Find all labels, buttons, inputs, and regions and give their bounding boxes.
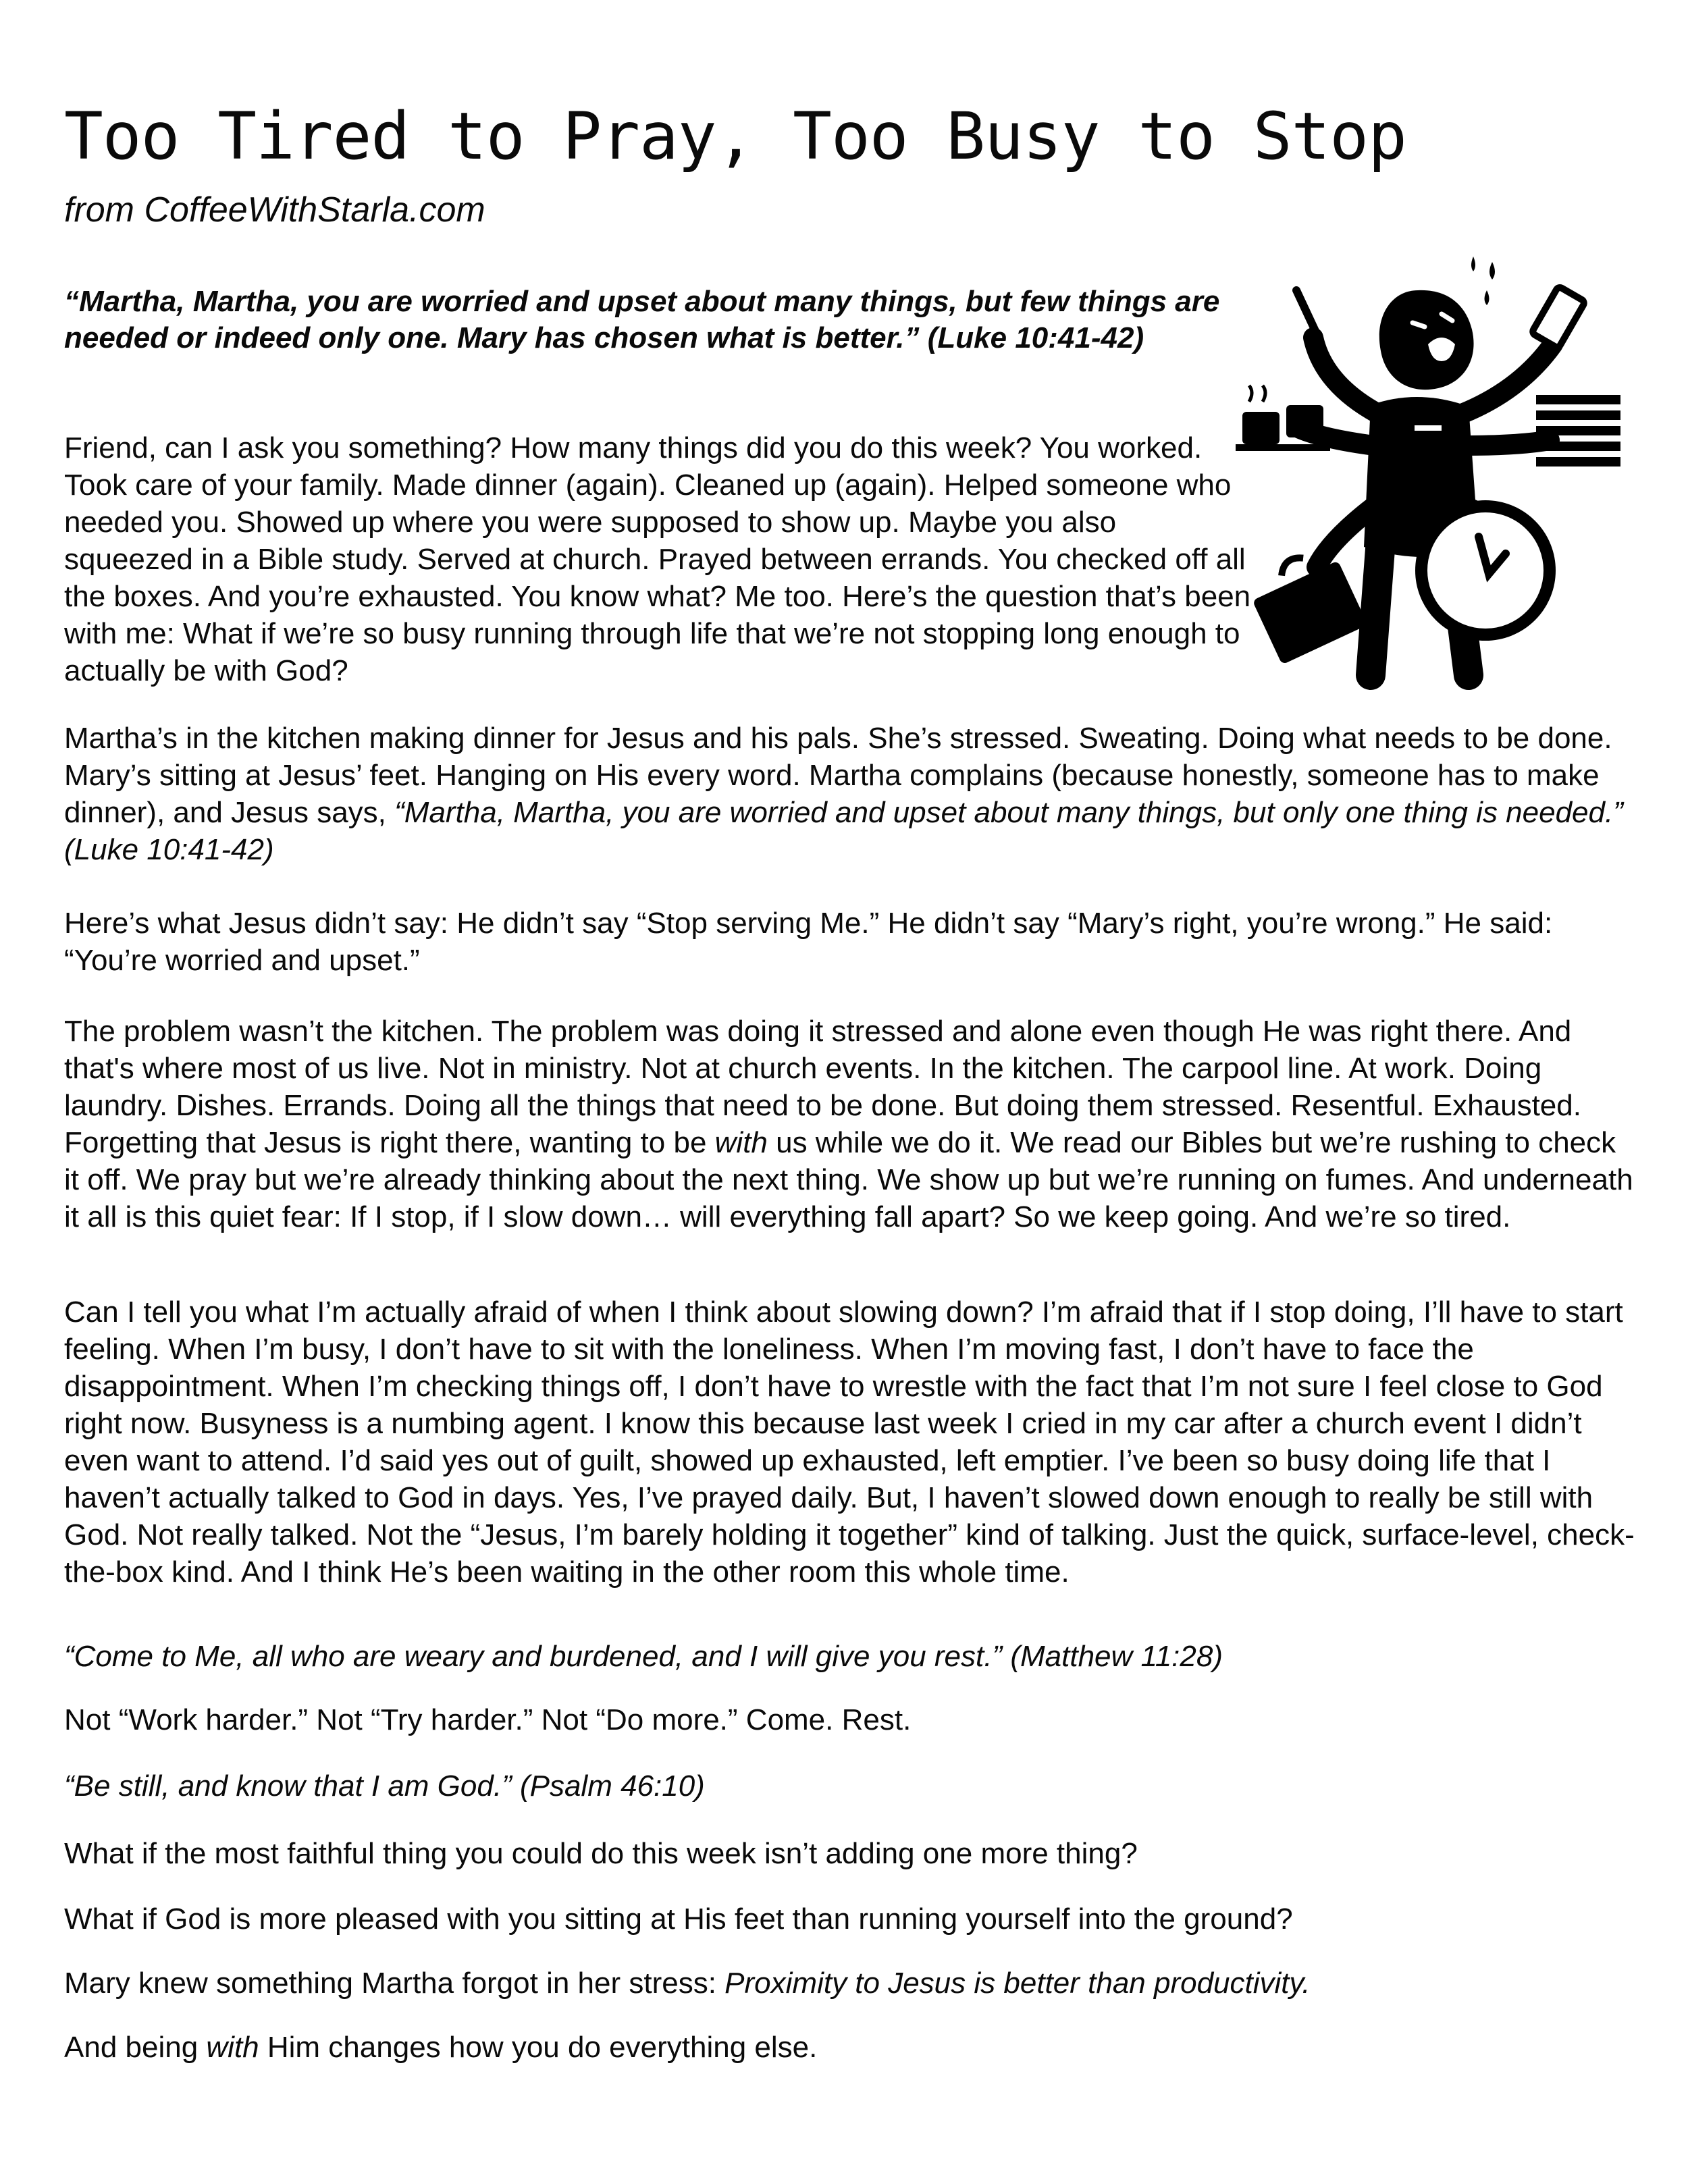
paragraph-martha-kitchen xyxy=(64,720,1637,868)
paragraph-closing xyxy=(64,2029,1637,2066)
source-byline: from CoffeeWithStarla.com xyxy=(64,190,485,230)
paragraph-text: Martha’s in the kitchen making dinner for Jesus and his pals. She’s stressed. Sweating. Doing what needs to be done. Mary’s sitting at Jesus’ feet. Hanging on His every word. Martha complains (because honestly, someone has to make dinner), and Jesus says, xyxy=(64,722,1612,829)
paragraph-afraid-of-slowing: Can I tell you what I’m actually afraid of when I think about slowing down? I’m afraid that if I stop doing, I’ll have to start feeling. When I’m busy, I don’t have to sit with the loneliness. When I’m moving fast, I don’t have to face the disappointment. When I’m checking things off, I don’t have to wrestle with the fact that I’m not sure I feel close to God right now. Busyness is a numbing agent. I know this because last week I cried in my car after a church event I didn’t even want to attend. I’d said yes out of guilt, showed up exhausted, left emptier. I’ve been so busy doing life that I haven’t actually talked to God in days. Yes, I’ve prayed daily. But, I haven’t slowed down enough to really be still with God. Not really talked. Not the “Jesus, I’m barely holding it together” kind of talking. Just the quick, surface-level, check-the-box kind. And I think He’s been waiting in the other room this whole time. xyxy=(64,1296,1635,1589)
paragraph-text: Mary knew something Martha forgot in her stress: xyxy=(64,1967,725,2000)
paragraph-come-rest: Not “Work harder.” Not “Try harder.” Not “Do more.” Come. Rest. xyxy=(64,1703,912,1736)
paragraph-text: And being xyxy=(64,2031,207,2064)
opening-scripture-quote: “Martha, Martha, you are worried and upset about many things, but few things are needed or indeed only one. Mary has chosen what is better.” (Luke 10:41-42) xyxy=(64,285,1220,354)
paragraph-what-jesus-said: Here’s what Jesus didn’t say: He didn’t say “Stop serving Me.” He didn’t say “Mary’s right, you’re wrong.” He said: “You’re worried and upset.” xyxy=(64,907,1553,977)
scripture-quote-matthew: “Come to Me, all who are weary and burdened, and I will give you rest.” (Matthew 11:28) xyxy=(64,1640,1223,1673)
emphasis-text: with xyxy=(714,1126,768,1159)
paragraph-intro: Friend, can I ask you something? How many things did you do this week? You worked. Took care of your family. Made dinner (again). Cleaned up (again). Helped someone who needed you. Showed up where you were supposed to show up. Maybe you also squeezed in a Bible study. Served at church. Prayed between errands. You checked off all the boxes. And you’re exhausted. You know what? Me too. Here’s the question that’s been with me: What if we’re so busy running through life that we’re not stopping long enough to actually be with God? xyxy=(64,431,1251,687)
scripture-quote-psalm: “Be still, and know that I am God.” (Psalm 46:10) xyxy=(64,1769,705,1803)
paragraph-question-faithful: What if the most faithful thing you could do this week isn’t adding one more thing? xyxy=(64,1837,1138,1870)
emphasis-text: with xyxy=(206,2031,259,2064)
paragraph-question-pleased: What if God is more pleased with you sitting at His feet than running yourself into the ground? xyxy=(64,1902,1293,1936)
paragraph-text: Him changes how you do everything else. xyxy=(259,2031,818,2064)
page-title: Too Tired to Pray, Too Busy to Stop xyxy=(64,99,1406,174)
inline-scripture-quote: “Martha, Martha, you are worried and upset about many things, but only one thing is needed.” (Luke 10:41-42) xyxy=(64,796,1623,866)
paragraph-text: us while we do it. We read our Bibles but we’re rushing to check it off. We pray but we’re already thinking about the next thing. We show up but we’re running on fumes. And underneath it all is this quiet fear: If I stop, if I slow down… will everything fall apart? So we keep going. And we’re so tired. xyxy=(64,1126,1633,1233)
overwhelmed-multitasking-person-icon xyxy=(1236,250,1627,695)
paragraph-the-problem xyxy=(64,1013,1637,1235)
paragraph-mary-knew xyxy=(64,1965,1637,2002)
paragraph-text: The problem wasn’t the kitchen. The problem was doing it stressed and alone even though He was right there. And that's where most of us live. Not in ministry. Not at church events. In the kitchen. The carpool line. At work. Doing laundry. Dishes. Errands. Doing all the things that need to be done. But doing them stressed. Resentful. Exhausted. Forgetting that Jesus is right there, wanting to be xyxy=(64,1015,1581,1159)
emphasis-text: Proximity to Jesus is better than productivity. xyxy=(724,1967,1311,2000)
